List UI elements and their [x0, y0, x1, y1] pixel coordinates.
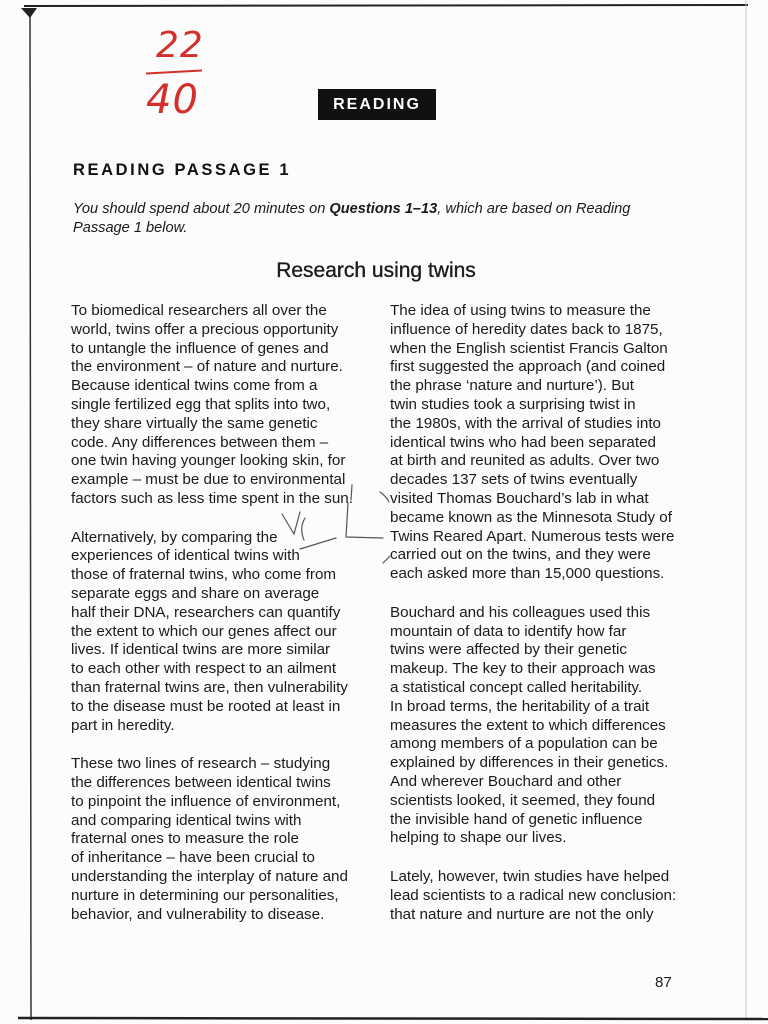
text-line: makeup. The key to their approach was	[390, 660, 656, 678]
text-line: To biomedical researchers all over the	[71, 302, 327, 319]
text-line: Because identical twins come from a	[71, 377, 318, 395]
text-line: twins were affected by their genetic	[390, 641, 627, 659]
page-border-top	[24, 5, 748, 6]
text-line: behavior, and vulnerability to disease.	[71, 905, 325, 923]
corner-marker	[21, 8, 37, 18]
text-line: to the disease must be rooted at least in	[71, 697, 341, 715]
text-line: became known as the Minnesota Study of	[390, 508, 672, 526]
text-line: when the English scientist Francis Galton	[390, 339, 668, 357]
text-line: The idea of using twins to measure the	[390, 302, 651, 319]
text-line: These two lines of research – studying	[71, 755, 331, 773]
handwritten-score-numerator: 22	[156, 25, 204, 66]
handwritten-score-denominator: 40	[146, 77, 199, 123]
text-line: the environment – of nature and nurture.	[71, 358, 343, 376]
text-line: they share virtually the same genetic	[71, 414, 318, 432]
paragraph	[71, 302, 353, 509]
page-border-left	[30, 8, 31, 1020]
text-line: visited Thomas Bouchard’s lab in what	[390, 489, 649, 507]
text-line: helping to shape our lives.	[390, 829, 567, 847]
left-column	[71, 302, 353, 944]
text-line: twin studies took a surprising twist in	[390, 395, 636, 413]
page-number: 87	[655, 974, 672, 991]
text-line: and comparing identical twins with	[71, 811, 302, 829]
text-line: nurture in determining our personalities,	[71, 886, 339, 904]
text-line: half their DNA, researchers can quantify	[71, 603, 341, 621]
instructions-line-1	[73, 200, 630, 219]
text-line: example – must be due to environmental	[71, 471, 346, 489]
instructions-text: , which are based on Reading	[437, 201, 631, 217]
text-line: experiences of identical twins with	[71, 547, 300, 565]
handwritten-score-bar	[146, 70, 202, 75]
text-line: identical twins who had been separated	[390, 433, 656, 451]
text-line: single fertilized egg that splits into two,	[71, 395, 331, 413]
paragraph	[71, 755, 353, 924]
text-line: to untangle the influence of genes and	[71, 339, 329, 357]
text-line: lives. If identical twins are more similar	[71, 641, 331, 659]
page-border-bottom	[18, 1018, 768, 1019]
section-label: READING	[318, 89, 436, 120]
text-line: explained by differences in their genetics.	[390, 754, 669, 772]
paragraph	[390, 302, 676, 584]
text-line: influence of heredity dates back to 1875,	[390, 320, 663, 338]
text-line: separate eggs and share on average	[71, 584, 320, 602]
text-line: understanding the interplay of nature and	[71, 867, 348, 885]
text-line: And wherever Bouchard and other	[390, 772, 622, 790]
text-line: than fraternal twins are, then vulnerability	[71, 678, 348, 696]
text-line: Lately, however, twin studies have helped	[390, 867, 670, 885]
text-line: In broad terms, the heritability of a trait	[390, 697, 650, 715]
pen-mark	[380, 492, 389, 502]
instructions-text: You should spend about 20 minutes on	[73, 201, 330, 217]
paragraph	[390, 604, 676, 848]
text-line: world, twins offer a precious opportunity	[71, 320, 339, 338]
text-line: that nature and nurture are not the only	[390, 905, 654, 923]
text-line: the extent to which our genes affect our	[71, 622, 337, 640]
text-line: factors such as less time spent in the sun.	[71, 489, 353, 507]
text-line: the 1980s, with the arrival of studies into	[390, 414, 661, 432]
text-line: first suggested the approach (and coined	[390, 358, 666, 376]
text-line: the differences between identical twins	[71, 773, 331, 791]
text-line: Twins Reared Apart. Numerous tests were	[390, 527, 675, 545]
text-line: the invisible hand of genetic influence	[390, 810, 643, 828]
text-line: at birth and reunited as adults. Over two	[390, 452, 660, 470]
paragraph	[71, 529, 353, 736]
text-line: the phrase ‘nature and nurture’). But	[390, 377, 634, 395]
article-title: Research using twins	[276, 259, 476, 282]
text-line: part in heredity.	[71, 716, 175, 734]
pen-mark	[383, 556, 390, 563]
text-line: Bouchard and his colleagues used this	[390, 603, 651, 621]
text-line: code. Any differences between them –	[71, 433, 329, 451]
text-line: decades 137 sets of twins eventually	[390, 471, 638, 489]
instructions-line-2: Passage 1 below.	[73, 219, 188, 236]
passage-heading: READING PASSAGE 1	[73, 161, 292, 179]
text-line: mountain of data to identify how far	[390, 622, 627, 640]
text-line: those of fraternal twins, who come from	[71, 566, 337, 584]
text-line: measures the extent to which differences	[390, 716, 666, 734]
right-column	[390, 302, 676, 944]
text-line: among members of a population can be	[390, 735, 658, 753]
instructions	[73, 200, 630, 237]
instructions-questions-range: Questions 1–13	[329, 201, 438, 217]
paragraph	[390, 868, 676, 924]
text-line: lead scientists to a radical new conclusion:	[390, 886, 677, 904]
text-line: to each other with respect to an ailment	[71, 660, 337, 678]
text-line: a statistical concept called heritability.	[390, 678, 643, 696]
text-line: one twin having younger looking skin, for	[71, 452, 346, 470]
text-line: each asked more than 15,000 questions.	[390, 565, 665, 583]
text-line: to pinpoint the influence of environment,	[71, 792, 341, 810]
text-line: scientists looked, it seemed, they found	[390, 791, 656, 809]
text-line: fraternal ones to measure the role	[71, 830, 299, 848]
text-line: Alternatively, by comparing the	[71, 528, 278, 546]
text-line: of inheritance – have been crucial to	[71, 849, 316, 867]
text-line: carried out on the twins, and they were	[390, 546, 651, 564]
